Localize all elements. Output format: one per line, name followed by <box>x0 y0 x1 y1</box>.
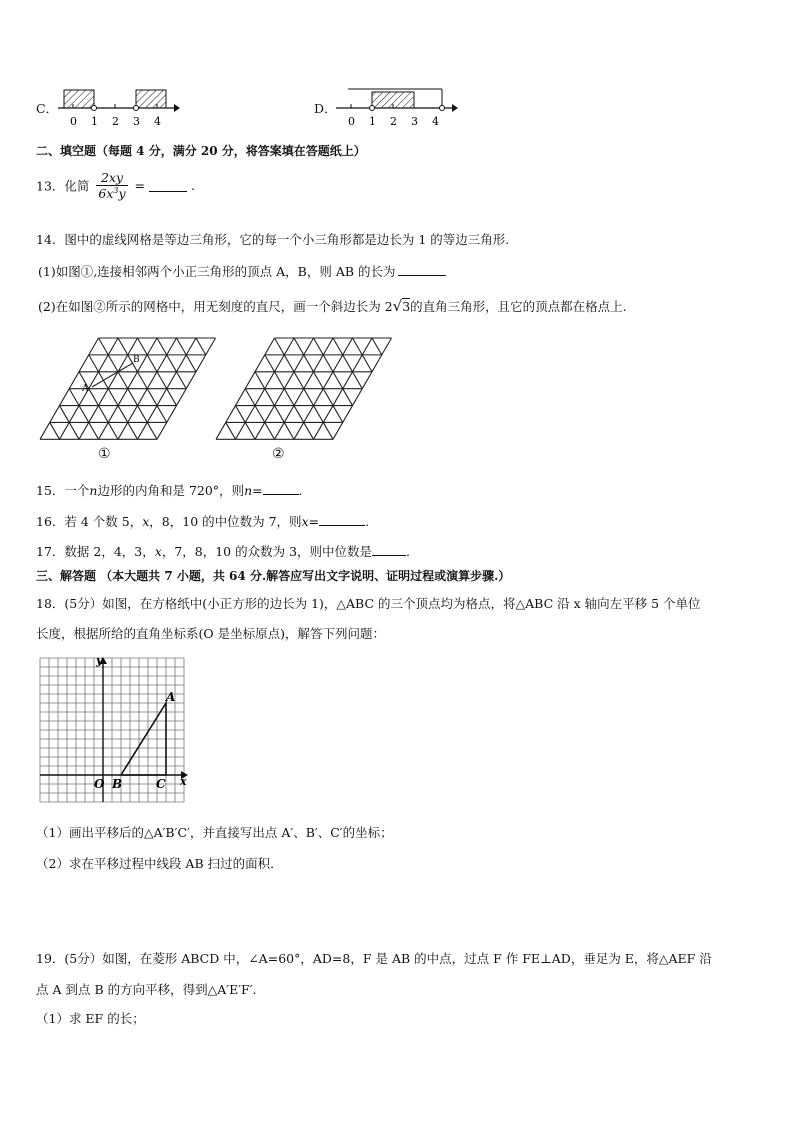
q19-line1: 19．(5分）如图，在菱形 ABCD 中，∠A=60°，AD=8，F 是 AB 的中点，过点 F 作 FE⊥AD，垂足为 E，将△AEF 沿 <box>36 951 712 966</box>
tick-label: 1 <box>369 115 376 128</box>
triangle-grid-figure-2 <box>212 336 392 444</box>
q14-part2 <box>38 297 627 315</box>
q14-part1 <box>38 262 446 280</box>
q18-part2: （2）求在平移过程中线段 AB 扫过的面积． <box>36 856 283 871</box>
q15-var: n <box>89 483 98 498</box>
tick-label: 3 <box>133 115 140 128</box>
option-c-number-line <box>56 84 181 130</box>
q17-after: ，7，8，10 的众数为 3，则中位数是 <box>161 544 373 559</box>
figure-1-label: ① <box>98 446 111 462</box>
question-16 <box>36 512 369 530</box>
grid-line <box>226 422 236 439</box>
grid-line <box>89 355 138 439</box>
grid-line <box>118 338 167 422</box>
q13-den-exp: 3 <box>113 186 119 195</box>
axis-y-label: y <box>96 654 103 667</box>
option-d-number-line <box>334 84 459 130</box>
q16-var: x <box>142 514 150 529</box>
point-a-label: A <box>166 690 176 704</box>
q15-end: . <box>298 483 303 498</box>
q15-equals: = <box>252 483 263 498</box>
q13-end: . <box>191 178 195 194</box>
tick-label: 2 <box>390 115 397 128</box>
tick-label: 1 <box>91 115 98 128</box>
q15-answer-blank[interactable] <box>263 482 299 495</box>
q16-equals: = <box>308 514 320 529</box>
question-17 <box>36 542 410 560</box>
q14-answer-blank[interactable] <box>398 263 446 276</box>
q16-before: 16．若 4 个数 5， <box>36 514 143 529</box>
q18-part1: （1）画出平移后的△A′B′C′，并直接写出点 A′、B′、C′的坐标； <box>36 825 393 840</box>
tick-label: 0 <box>348 115 355 128</box>
q13-numerator: 2xy <box>96 170 127 186</box>
question-13 <box>36 170 195 201</box>
q13-equals: = <box>134 178 146 194</box>
q16-var2: x <box>301 514 309 529</box>
triangle-grid-figure-1 <box>36 336 216 444</box>
grid-point-b: B <box>133 355 140 365</box>
sqrt-sign: √ <box>392 297 403 315</box>
figure-2-label: ② <box>272 446 285 462</box>
origin-label: O <box>94 777 105 791</box>
q15-var2: n <box>244 483 253 498</box>
q16-end: . <box>365 514 370 529</box>
q18-line2: 长度，根据所给的直角坐标系(O 是坐标原点)，解答下列问题： <box>36 626 385 641</box>
q18-coordinate-grid <box>36 654 192 806</box>
q14-part2-before: (2)在如图②所示的网格中，用无刻度的直尺，画一个斜边长为 2 <box>38 299 393 314</box>
q13-den-tail: y <box>118 186 126 202</box>
q14-part1-text: (1)如图①,连接相邻两个小正三角形的顶点 A，B，则 AB 的长为 <box>38 264 396 279</box>
section3-heading: 三、解答题 （本大题共 7 小题，共 64 分.解答应写出文字说明、证明过程或演算步骤.） <box>36 569 511 583</box>
q15-middle: 边形的内角和是 720°，则 <box>97 483 245 498</box>
q14-part2-after: 的直角三角形，且它的顶点都在格点上. <box>410 299 627 314</box>
q13-den-base: 6x <box>98 186 114 202</box>
q14-radicand: 3 <box>402 299 411 314</box>
q19-part1: （1）求 EF 的长； <box>36 1011 145 1026</box>
grid-line <box>50 422 60 439</box>
q16-answer-blank[interactable] <box>319 513 365 526</box>
tick-label: 4 <box>432 115 439 128</box>
tick-label: 0 <box>70 115 77 128</box>
tick-label: 2 <box>112 115 119 128</box>
point-c-label: C <box>156 777 166 791</box>
grid-line <box>372 338 382 355</box>
point-b-label: B <box>112 777 123 791</box>
option-d-label: D． <box>314 101 337 116</box>
q13-denominator <box>96 186 127 201</box>
question-15 <box>36 481 303 499</box>
q14-stem: 14．图中的虚线网格是等边三角形，它的每一个小三角形都是边长为 1 的等边三角形. <box>36 232 510 247</box>
q13-answer-blank[interactable] <box>149 179 187 192</box>
grid-line <box>265 355 314 439</box>
q13-prefix: 13．化简 <box>36 178 90 194</box>
section2-heading: 二、填空题（每题 4 分，满分 20 分，将答案填在答题纸上） <box>36 144 366 158</box>
grid-point-a: A <box>82 384 89 394</box>
q17-before: 17．数据 2，4，3， <box>36 544 155 559</box>
q19-line2: 点 A 到点 B 的方向平移，得到△A′E′F′. <box>36 982 257 997</box>
q16-middle: ，8，10 的中位数为 7，则 <box>149 514 302 529</box>
q13-fraction <box>96 170 127 201</box>
q18-line1: 18．(5分）如图，在方格纸中(小正方形的边长为 1)，△ABC 的三个顶点均为格点，将△ABC 沿 x 轴向左平移 5 个单位 <box>36 596 701 611</box>
grid-line <box>294 338 343 422</box>
q17-var: x <box>154 544 162 559</box>
q17-end: . <box>406 544 411 559</box>
axis-x-label: x <box>180 775 187 788</box>
grid-line <box>196 338 206 355</box>
q15-before: 15．一个 <box>36 483 90 498</box>
tick-label: 3 <box>411 115 418 128</box>
tick-label: 4 <box>154 115 161 128</box>
q17-answer-blank[interactable] <box>372 543 406 556</box>
option-c-label: C． <box>36 101 59 116</box>
